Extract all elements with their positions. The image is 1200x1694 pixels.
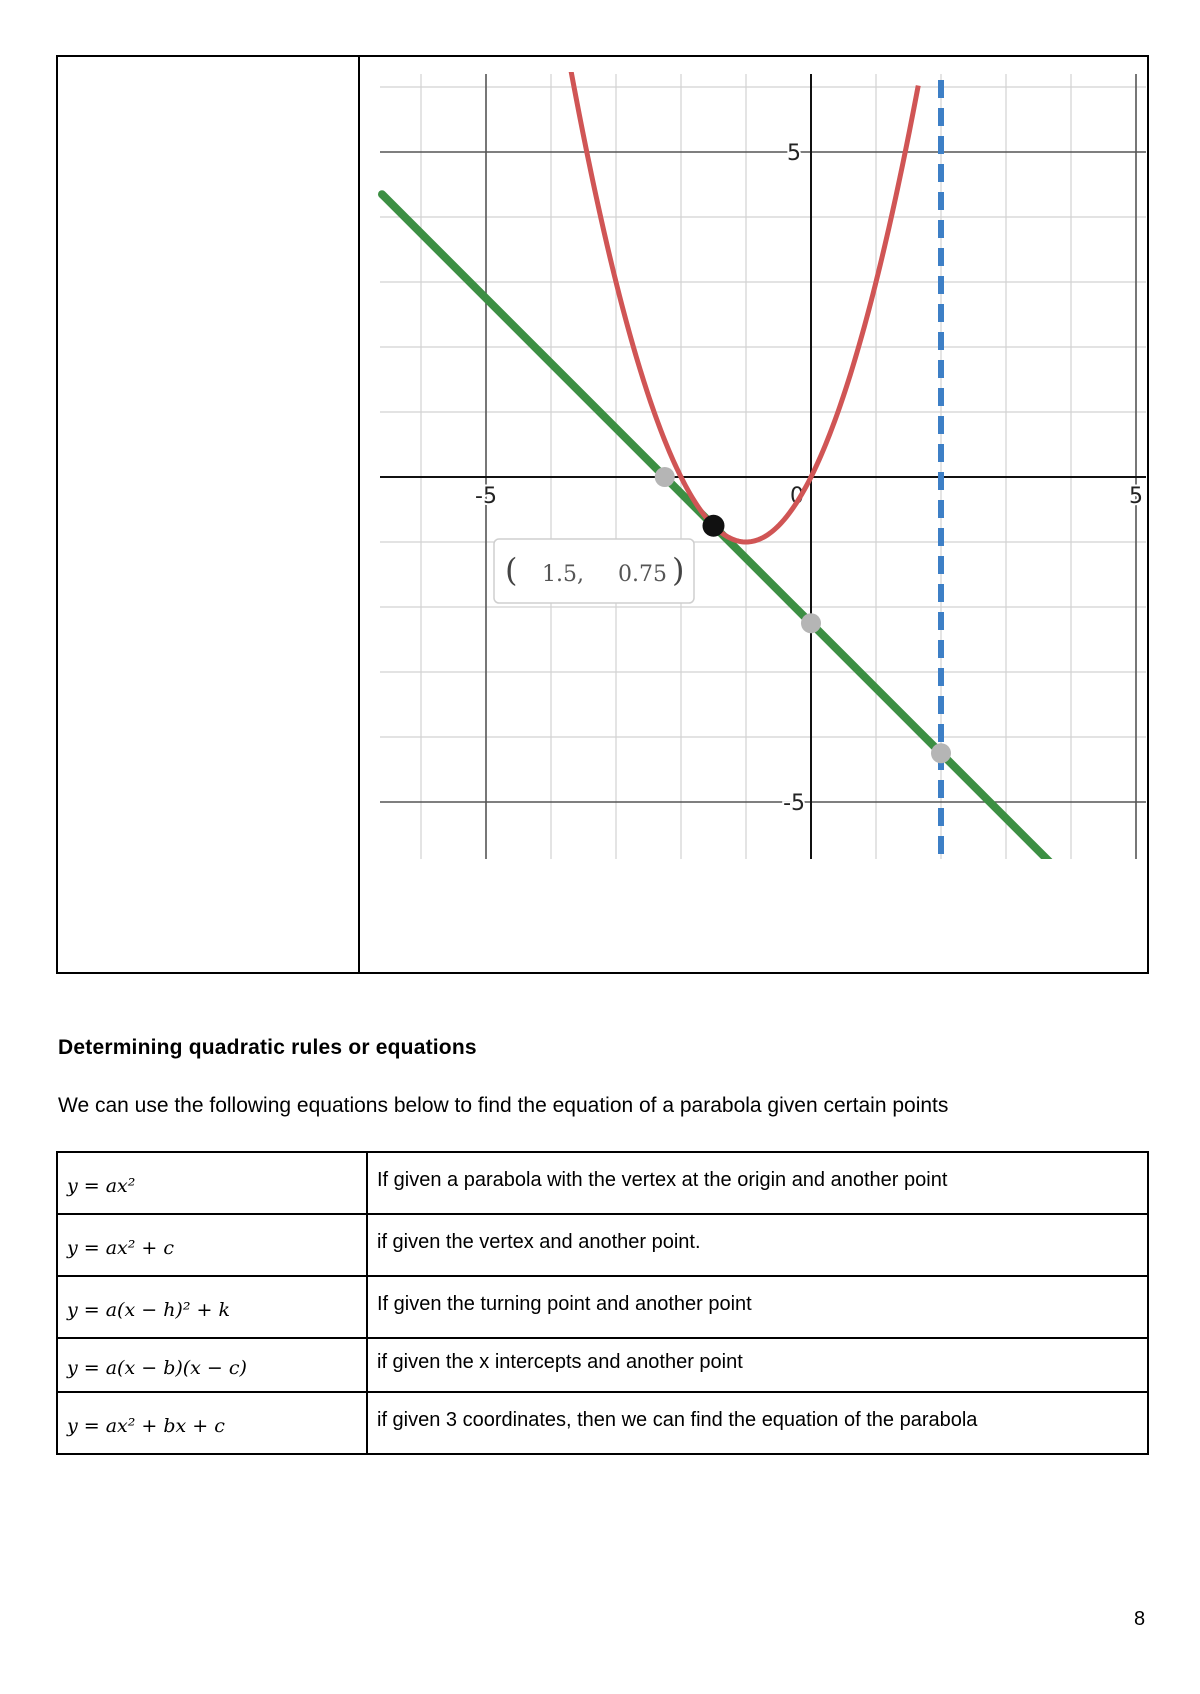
equation-cell: y = ax² + bx + c: [57, 1392, 367, 1454]
quadratic-rules-table: [56, 1151, 1149, 1455]
tooltip-open-paren: (: [505, 551, 518, 589]
point-tooltip: [494, 539, 694, 603]
equation-cell: y = a(x − b)(x − c): [57, 1338, 367, 1392]
parabola-curve: [571, 72, 919, 542]
coordinate-graph: [372, 72, 1152, 862]
axes: [380, 74, 1146, 859]
page-number: 8: [1134, 1608, 1146, 1630]
description-cell: If given the turning point and another point: [367, 1276, 1148, 1338]
y-tick-label-5: 5: [787, 141, 801, 166]
description-cell: If given a parabola with the vertex at the origin and another point: [367, 1152, 1148, 1214]
gray-point: [931, 743, 951, 763]
table-divider: [358, 57, 360, 972]
table-row: [57, 1338, 1148, 1392]
gray-point: [801, 613, 821, 633]
gray-point: [655, 467, 675, 487]
table-row: [57, 1276, 1148, 1338]
table-row: [57, 1152, 1148, 1214]
equation-cell: y = ax²: [57, 1152, 367, 1214]
description-cell: if given the vertex and another point.: [367, 1214, 1148, 1276]
x-tick-label-5: 5: [1129, 484, 1143, 509]
x-tick-label-0: 0: [790, 484, 804, 509]
tooltip-x-value: 1.5,: [542, 562, 584, 587]
description-cell: if given 3 coordinates, then we can find the equation of the parabola: [367, 1392, 1148, 1454]
tooltip-y-value: 0.75: [618, 562, 667, 587]
table-row: [57, 1392, 1148, 1454]
description-cell: if given the x intercepts and another point: [367, 1338, 1148, 1392]
tooltip-close-paren: ): [672, 551, 685, 589]
section-heading: Determining quadratic rules or equations: [58, 1036, 477, 1059]
section-intro: We can use the following equations below to find the equation of a parabola given certain points: [58, 1094, 949, 1117]
x-tick-label-neg5: -5: [475, 484, 497, 509]
minor-grid: [380, 74, 1146, 862]
equation-cell: y = a(x − h)² + k: [57, 1276, 367, 1338]
major-grid: [380, 74, 1146, 859]
table-row: [57, 1214, 1148, 1276]
y-tick-label-neg5: -5: [783, 791, 805, 816]
equation-cell: y = ax² + c: [57, 1214, 367, 1276]
selected-point: [703, 515, 725, 537]
